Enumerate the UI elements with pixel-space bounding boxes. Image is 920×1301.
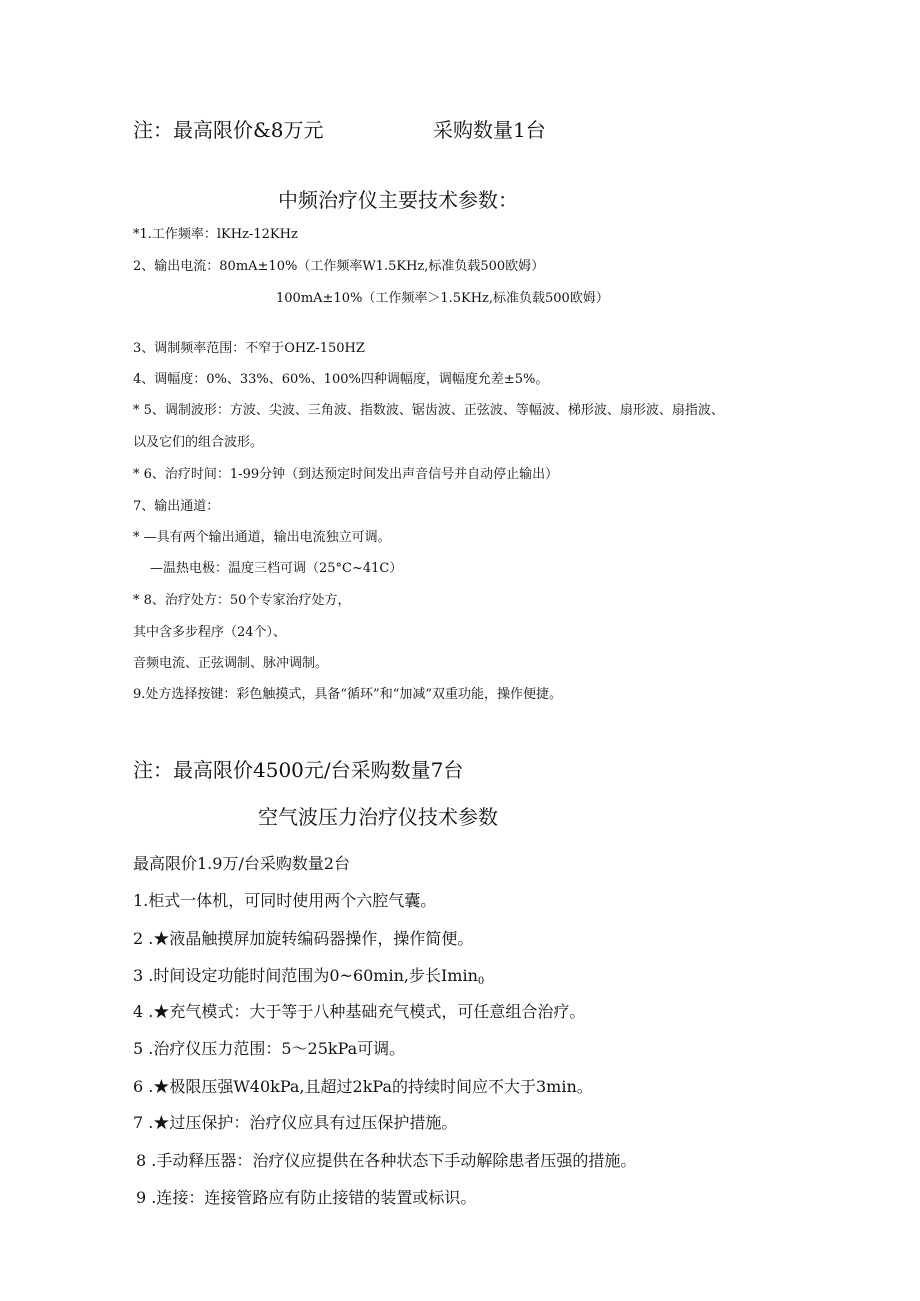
air-item-3-text: 3 .时间设定功能时间范围为0~60min,步长Imin xyxy=(133,966,478,985)
section-title-mid-frequency: 中频治疗仪主要技术参数： xyxy=(278,188,518,212)
air-item-2: 2 .★液晶触摸屏加旋转编码器操作，操作简便。 xyxy=(133,929,474,948)
spec-item-8: * 8、治疗处方：50个专家治疗处方， xyxy=(133,593,351,608)
note-purchase-quantity: 采购数量1台 xyxy=(433,118,546,142)
price-quantity-line: 最高限价1.9万/台采购数量2台 xyxy=(133,854,351,873)
note-max-price: 注：最高限价&8万元 xyxy=(133,118,324,142)
air-item-5: 5 .治疗仪压力范围：5～25kPa可调。 xyxy=(133,1039,406,1058)
spec-item-2: 2、输出电流：80mA±10%（工作频率W1.5KHz,标准负载500欧姆） xyxy=(133,259,545,274)
spec-item-6: * 6、治疗时间：1-99分钟（到达预定时间发出声音信号并自动停止输出） xyxy=(133,467,559,482)
note-max-price-2: 注：最高限价4500元/台采购数量7台 xyxy=(133,758,464,782)
spec-item-7: 7、输出通道： xyxy=(133,499,220,514)
air-item-1: 1.柜式一体机，可同时使用两个六腔气囊。 xyxy=(133,891,437,910)
spec-item-9: 9.处方选择按键：彩色触摸式，具备“循环”和“加减”双重功能，操作便捷。 xyxy=(133,687,562,702)
air-item-3-subscript: 0 xyxy=(477,976,485,987)
spec-item-2-continued: 100mA±10%（工作频率＞1.5KHz,标准负载500欧姆） xyxy=(276,291,609,306)
spec-item-4: 4、调幅度：0%、33%、60%、100%四种调幅度，调幅度允差±5%。 xyxy=(133,372,549,387)
spec-item-5: * 5、调制波形：方波、尖波、三角波、指数波、锯齿波、正弦波、等幅波、梯形波、扇形波、扇指波、 xyxy=(133,403,724,418)
section-title-air-wave: 空气波压力治疗仪技术参数 xyxy=(258,805,498,829)
spec-item-3: 3、调制频率范围：不窄于OHZ-150HZ xyxy=(133,341,365,356)
air-item-8: 8 .手动释压器：治疗仪应提供在各种状态下手动解除患者压强的措施。 xyxy=(136,1151,637,1170)
air-item-7: 7 .★过压保护：治疗仪应具有过压保护措施。 xyxy=(133,1113,458,1132)
spec-item-8-programs: 其中含多步程序（24个）、 xyxy=(133,625,287,640)
spec-item-7-channels: * —具有两个输出通道，输出电流独立可调。 xyxy=(133,530,391,545)
air-item-9: 9 .连接：连接管路应有防止接错的装置或标识。 xyxy=(136,1188,477,1207)
air-item-3 xyxy=(133,966,484,988)
spec-item-1: *1.工作频率：lKHz-12KHz xyxy=(133,227,298,242)
air-item-6: 6 .★极限压强W40kPa,且超过2kPa的持续时间应不大于3min。 xyxy=(133,1077,593,1096)
air-item-4: 4 .★充气模式：大于等于八种基础充气模式，可任意组合治疗。 xyxy=(133,1002,586,1021)
spec-item-5-continued: 以及它们的组合波形。 xyxy=(133,435,264,450)
spec-item-7-electrode: —温热电极：温度三档可调（25°C~41C） xyxy=(150,561,403,576)
spec-item-8-currents: 音频电流、正弦调制、脉冲调制。 xyxy=(133,656,329,671)
